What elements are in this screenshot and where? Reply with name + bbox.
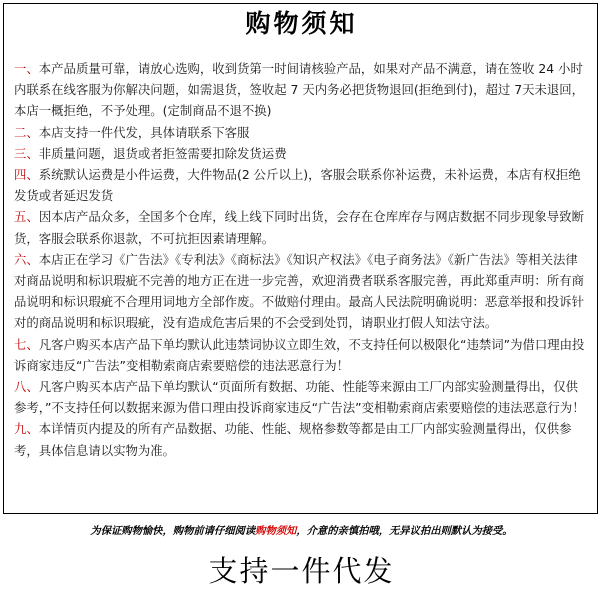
section-number: 二、 — [14, 124, 39, 140]
notice-section-2 — [14, 122, 589, 143]
section-text: 本详情页内提及的所有产品数据、功能、性能、规格参数等都是由工厂内部实验测量得出，仅供参考，具体信息请以实物为准。 — [14, 421, 572, 458]
section-number: 三、 — [14, 145, 39, 161]
dropship-banner: 支持一件代发 — [208, 554, 395, 588]
section-number: 九、 — [14, 421, 39, 437]
footer-note — [0, 522, 603, 537]
section-number: 六、 — [14, 251, 39, 267]
notice-section-1 — [14, 58, 589, 122]
notice-section-5 — [14, 206, 589, 248]
footer-text-before: 为保证购物愉快，购物前请仔细阅读 — [90, 525, 256, 537]
notice-section-4 — [14, 164, 589, 206]
section-number: 五、 — [14, 209, 39, 225]
section-text: 系统默认运费是小件运费，大件物品(2 公斤以上)，客服会联系你补运费，未补运费，本店有权拒绝发货或者延迟发货 — [14, 167, 581, 204]
section-text: 本产品质量可靠，请放心选购，收到货第一时间请核验产品，如果对产品不满意，请在签收 24 小时内联系在线客服为你解决问题，如需退货，签收起 7 天内务必把货物退回(拒绝到付)，超过 7天未退回，本店一概拒绝，不予处理。(定制商品不退不换) — [14, 61, 585, 119]
notice-section-3 — [14, 143, 589, 164]
section-text: 本店正在学习《广告法》《专利法》《商标法》《知识产权法》《电子商务法》《新广告法》等相关法律对商品说明和标识瑕疵不完善的地方正在进一步完善，欢迎消费者联系客服完善，再此郑重声明：所有商品说明和标识瑕疵不合理用词地方全部作废。不做赔付理由。最高人民法院明确说明：恶意举报和投诉针对的商品说明和标识瑕疵，没有造成危害后果的不会受到处罚，请职业打假人知法守法。 — [14, 251, 584, 331]
section-number: 八、 — [14, 379, 39, 395]
notice-body — [14, 58, 589, 461]
notice-section-9 — [14, 418, 589, 460]
footer-text-after: ，介意的亲慎拍哦，无异议拍出则默认为接受。 — [296, 525, 513, 537]
section-number: 一、 — [14, 61, 39, 76]
notice-section-6 — [14, 249, 589, 334]
section-number: 七、 — [14, 336, 39, 352]
section-text: 凡客户购买本店产品下单均默认此违禁词协议立即生效，不支持任何以极限化“违禁词”为借口理由投诉商家违反“广告法”变相勒索商店索要赔偿的违法恶意行为！ — [14, 336, 585, 373]
section-text: 凡客户购买本店产品下单均默认“页面所有数据、功能、性能等来源由工厂内部实验测量得出，仅供参考，”不支持任何以数据来源为借口理由投诉商家违反“广告法”变相勒索商店索要赔偿的违法恶意行为！ — [14, 379, 585, 416]
section-number: 四、 — [14, 167, 39, 183]
notice-section-7 — [14, 334, 589, 376]
page-title: 购物须知 — [245, 9, 358, 38]
section-text: 本店支持一件代发，具体请联系下客服 — [38, 124, 250, 140]
section-text: 非质量问题，退货或者拒签需要扣除发货运费 — [38, 145, 287, 161]
notice-section-8 — [14, 376, 589, 418]
footer-highlight: 购物须知 — [255, 525, 297, 537]
section-text: 因本店产品众多，全国多个仓库，线上线下同时出货，会存在仓库库存与网店数据不同步现象导致断货，客服会联系你退款，不可抗拒因素请理解。 — [14, 209, 584, 246]
